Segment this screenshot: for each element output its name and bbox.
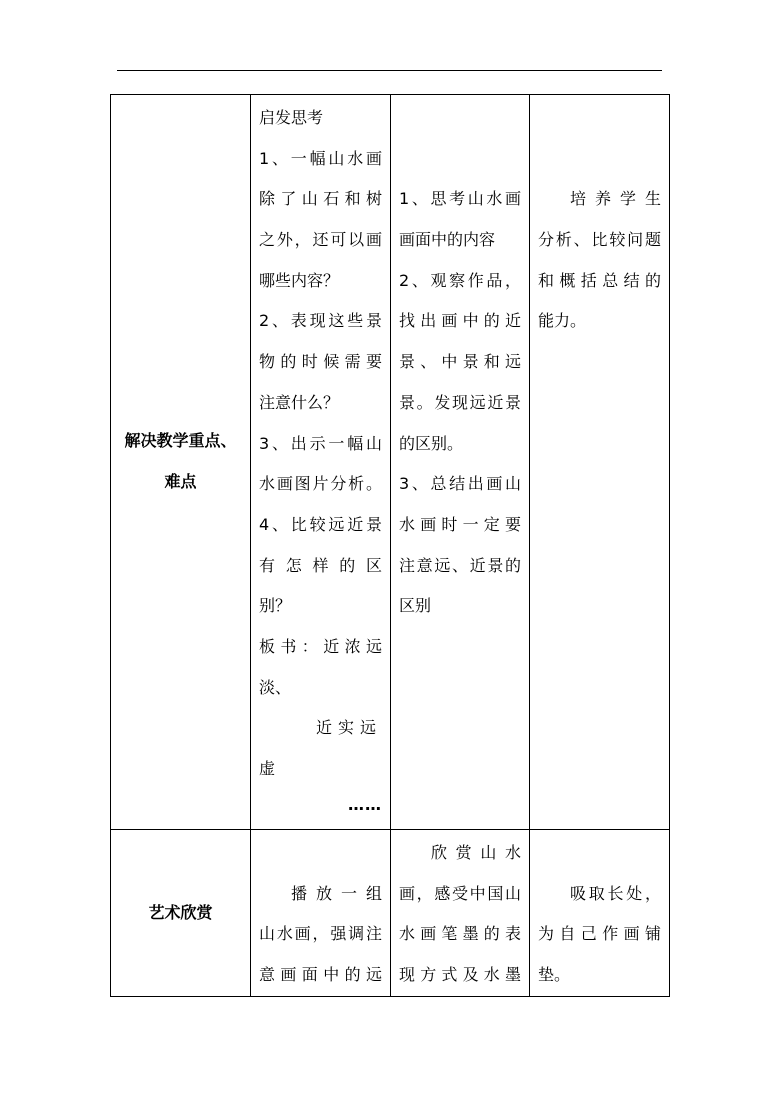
text-line: 的区别。 (399, 433, 464, 453)
text-line: 哪些内容？ (259, 270, 340, 290)
stage-label-line: 解决教学重点、 (124, 431, 237, 451)
text-line: 除了山石和树 (259, 189, 382, 209)
text-line: 别？ (259, 596, 292, 616)
text-line: 画，感受中国山 (399, 883, 521, 903)
teacher-activity-cell (251, 95, 391, 830)
text-line: 3、出示一幅山 (259, 433, 382, 453)
text-line: 现方式及水墨 (399, 965, 521, 985)
design-purpose-cell (530, 95, 670, 830)
text-line: 物的时候需要 (259, 352, 382, 372)
text-line: 意画面中的远 (259, 965, 382, 985)
text-line: 播放一组 (291, 883, 382, 903)
text-line: 找出画中的近 (399, 311, 521, 331)
text-line: 画面中的内容 (399, 230, 496, 250)
text-line: 能力。 (538, 311, 587, 331)
stage-label-cell (111, 95, 251, 830)
text-line: 1、一幅山水画 (259, 148, 382, 168)
text-line: 板书：近浓远 (259, 636, 382, 656)
text-line: 山水画，强调注 (259, 924, 382, 944)
student-activity-cell (391, 95, 530, 830)
student-activity-cell (391, 830, 530, 997)
text-line: 3、总结出画山 (399, 474, 521, 494)
text-line: 区别 (399, 596, 432, 616)
text-line: 启发思考 (259, 108, 324, 127)
text-line: 2、表现这些景 (259, 311, 382, 331)
text-line: 水画时一定要 (399, 514, 521, 534)
design-purpose-cell (530, 830, 670, 997)
stage-label-line: 难点 (164, 472, 197, 491)
header-rule (117, 70, 662, 71)
text-line: 水画图片分析。 (259, 474, 382, 494)
text-line: 水画笔墨的表 (399, 924, 521, 944)
text-line: 欣赏山水 (431, 843, 521, 862)
text-line: 吸取长处， (570, 883, 661, 903)
table-row (111, 95, 670, 830)
text-line: 虚 (259, 759, 276, 778)
text-line: 4、比较远近景 (259, 514, 382, 534)
text-line: 近实远 (315, 718, 382, 738)
lesson-plan-table (110, 94, 670, 997)
text-line: 为自己作画铺 (538, 924, 661, 944)
text-line: 景、中景和远 (399, 352, 521, 372)
text-line: 景。发现远近景 (399, 392, 521, 412)
text-line: 有 怎 样 的 区 (259, 555, 382, 575)
text-line: 1、思考山水画 (399, 189, 521, 209)
text-line: 注意远、近景的 (399, 555, 521, 575)
teacher-activity-cell (251, 830, 391, 997)
text-line: 分析、比较问题 (538, 230, 661, 250)
text-line: 和概括总结的 (538, 270, 661, 290)
text-line: 之外，还可以画 (259, 230, 382, 250)
text-line: 淡、 (259, 677, 292, 697)
table-row (111, 830, 670, 997)
text-line: 注意什么？ (259, 392, 340, 412)
text-line: 2、观察作品， (399, 270, 521, 290)
stage-label-line: 艺术欣赏 (148, 902, 213, 922)
ellipsis-dots: …… (348, 794, 382, 814)
text-line: 垫。 (538, 965, 571, 985)
stage-label-cell (111, 830, 251, 997)
text-line: 培养学生 (570, 189, 661, 209)
